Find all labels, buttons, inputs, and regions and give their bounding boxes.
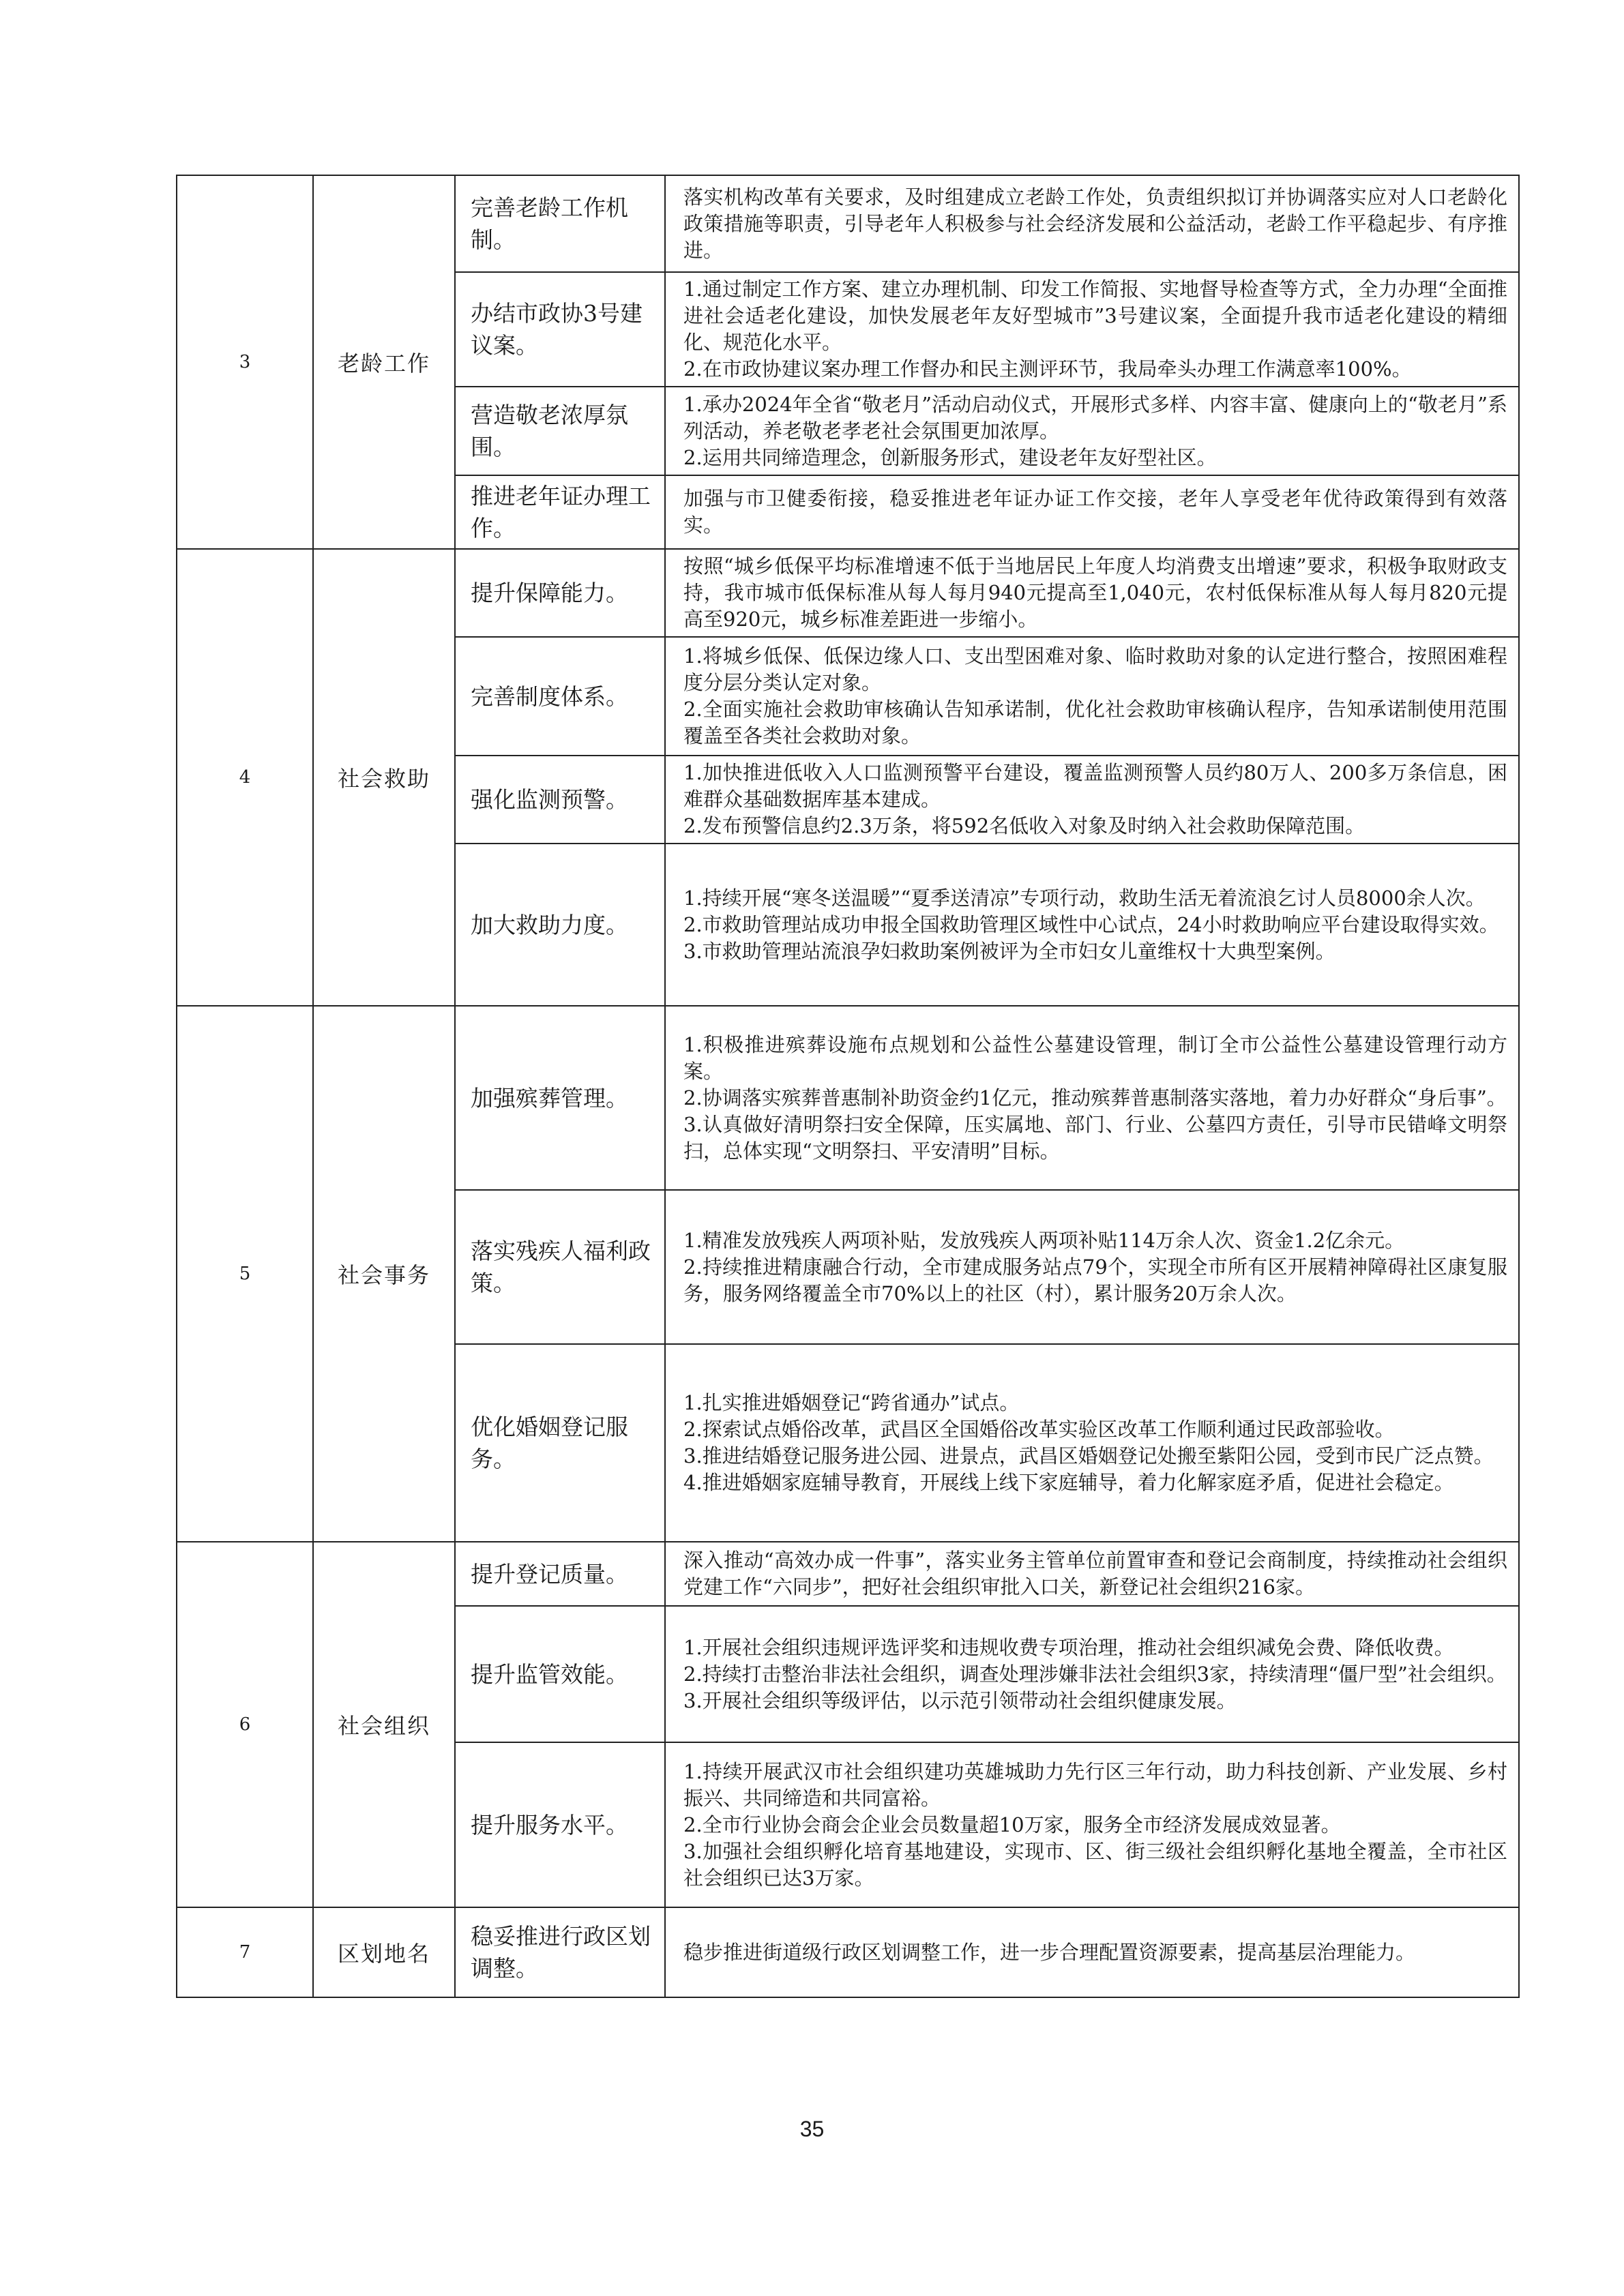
description-cell [665, 844, 1519, 1006]
description-line: 1.持续开展“寒冬送温暖”“夏季送清凉”专项行动，救助生活无着流浪乞讨人员8000余人次。 [683, 886, 1486, 910]
description-line: 加强与市卫健委衔接，稳妥推进老年证办证工作交接，老年人享受老年优待政策得到有效落实。 [683, 487, 1507, 537]
description-cell [665, 1542, 1519, 1606]
description-line: 3.开展社会组织等级评估，以示范引领带动社会组织健康发展。 [683, 1688, 1237, 1712]
description-line: 2.市救助管理站成功申报全国救助管理区域性中心试点，24小时救助响应平台建设取得实效。 [683, 912, 1499, 936]
task-cell: 提升保障能力。 [455, 549, 665, 637]
task-cell: 推进老年证办理工作。 [455, 475, 665, 549]
task-cell: 完善制度体系。 [455, 637, 665, 756]
description-line: 深入推动“高效办成一件事”，落实业务主管单位前置审查和登记会商制度，持续推动社会组织党建工作“六同步”，把好社会组织审批入口关，新登记社会组织216家。 [683, 1549, 1507, 1598]
table-row [177, 549, 1519, 637]
description-line: 稳步推进街道级行政区划调整工作，进一步合理配置资源要素，提高基层治理能力。 [683, 1940, 1416, 1964]
table-row [177, 175, 1519, 272]
table-row [177, 1542, 1519, 1606]
description-cell [665, 637, 1519, 756]
task-cell: 营造敬老浓厚氛围。 [455, 387, 665, 475]
work-summary-table [176, 175, 1520, 1998]
description-line: 2.发布预警信息约2.3万条，将592名低收入对象及时纳入社会救助保障范围。 [683, 814, 1365, 837]
description-cell [665, 756, 1519, 844]
category-cell: 社会事务 [313, 1006, 455, 1542]
description-cell [665, 1344, 1519, 1542]
task-cell: 完善老龄工作机制。 [455, 175, 665, 272]
description-line: 2.探索试点婚俗改革，武昌区全国婚俗改革实验区改革工作顺利通过民政部验收。 [683, 1418, 1395, 1441]
description-cell [665, 175, 1519, 272]
description-line: 2.运用共同缔造理念，创新服务形式，建设老年友好型社区。 [683, 445, 1217, 469]
table-body [177, 175, 1519, 1997]
description-cell [665, 1742, 1519, 1907]
category-cell: 老龄工作 [313, 175, 455, 549]
page-number: 35 [799, 2117, 825, 2141]
description-line: 1.承办2024年全省“敬老月”活动启动仪式，开展形式多样、内容丰富、健康向上的“敬老月”系列活动，养老敬老孝老社会氛围更加浓厚。 [683, 392, 1507, 443]
row-number: 3 [177, 175, 313, 549]
description-line: 3.加强社会组织孵化培育基地建设，实现市、区、街三级社会组织孵化基地全覆盖，全市社区社会组织已达3万家。 [683, 1839, 1507, 1890]
description-line: 4.推进婚姻家庭辅导教育，开展线上线下家庭辅导，着力化解家庭矛盾，促进社会稳定。 [683, 1471, 1454, 1494]
task-cell: 加强殡葬管理。 [455, 1006, 665, 1190]
description-cell [665, 1006, 1519, 1190]
description-cell [665, 387, 1519, 475]
description-cell [665, 1606, 1519, 1742]
category-cell: 社会组织 [313, 1542, 455, 1907]
description-line: 1.开展社会组织违规评选评奖和违规收费专项治理，推动社会组织减免会费、降低收费。 [683, 1635, 1454, 1659]
description-cell [665, 475, 1519, 549]
task-cell: 强化监测预警。 [455, 756, 665, 844]
task-cell: 稳妥推进行政区划调整。 [455, 1907, 665, 1997]
description-line: 1.通过制定工作方案、建立办理机制、印发工作简报、实地督导检查等方式，全力办理“全面推进社会适老化建设，加快发展老年友好型城市”3号建议案，全面提升我市适老化建设的精细化、规范化水平。 [683, 278, 1507, 354]
description-line: 2.全市行业协会商会企业会员数量超10万家，服务全市经济发展成效显著。 [683, 1813, 1341, 1836]
description-line: 2.在市政协建议案办理工作督办和民主测评环节，我局牵头办理工作满意率100%。 [683, 357, 1412, 381]
description-line: 2.持续推进精康融合行动，全市建成服务站点79个，实现全市所有区开展精神障碍社区康复服务，服务网络覆盖全市70%以上的社区（村），累计服务20万余人次。 [683, 1255, 1507, 1305]
description-line: 1.将城乡低保、低保边缘人口、支出型困难对象、临时救助对象的认定进行整合，按照困难程度分层分类认定对象。 [683, 644, 1507, 694]
description-line: 3.认真做好清明祭扫安全保障，压实属地、部门、行业、公墓四方责任，引导市民错峰文明祭扫，总体实现“文明祭扫、平安清明”目标。 [683, 1112, 1507, 1163]
table-row [177, 1006, 1519, 1190]
description-line: 2.协调落实殡葬普惠制补助资金约1亿元，推动殡葬普惠制落实落地，着力办好群众“身后事”。 [683, 1086, 1507, 1109]
description-line: 1.精准发放残疾人两项补贴，发放残疾人两项补贴114万余人次、资金1.2亿余元。 [683, 1228, 1405, 1252]
description-cell [665, 549, 1519, 637]
description-line: 3.市救助管理站流浪孕妇救助案例被评为全市妇女儿童维权十大典型案例。 [683, 939, 1335, 963]
row-number: 4 [177, 549, 313, 1006]
row-number: 6 [177, 1542, 313, 1907]
task-cell: 办结市政协3号建议案。 [455, 272, 665, 387]
task-cell: 提升服务水平。 [455, 1742, 665, 1907]
task-cell: 落实残疾人福利政策。 [455, 1190, 665, 1344]
description-line: 1.加快推进低收入人口监测预警平台建设，覆盖监测预警人员约80万人、200多万条信息，困难群众基础数据库基本建成。 [683, 761, 1507, 811]
task-cell: 优化婚姻登记服务。 [455, 1344, 665, 1542]
description-cell [665, 1907, 1519, 1997]
description-line: 2.全面实施社会救助审核确认告知承诺制，优化社会救助审核确认程序，告知承诺制使用范围覆盖至各类社会救助对象。 [683, 698, 1507, 747]
description-line: 2.持续打击整治非法社会组织，调查处理涉嫌非法社会组织3家，持续清理“僵尸型”社会组织。 [683, 1662, 1507, 1686]
table-row [177, 1907, 1519, 1997]
description-line: 按照“城乡低保平均标准增速不低于当地居民上年度人均消费支出增速”要求，积极争取财政支持，我市城市低保标准从每人每月940元提高至1,040元，农村低保标准从每人每月820元提高至920元，城乡标准差距进一步缩小。 [683, 554, 1507, 631]
task-cell: 加大救助力度。 [455, 844, 665, 1006]
description-line: 落实机构改革有关要求，及时组建成立老龄工作处，负责组织拟订并协调落实应对人口老龄化政策措施等职责，引导老年人积极参与社会经济发展和公益活动，老龄工作平稳起步、有序推进。 [683, 185, 1507, 262]
description-cell [665, 1190, 1519, 1344]
description-line: 1.持续开展武汉市社会组织建功英雄城助力先行区三年行动，助力科技创新、产业发展、乡村振兴、共同缔造和共同富裕。 [683, 1759, 1507, 1810]
task-cell: 提升登记质量。 [455, 1542, 665, 1606]
category-cell: 社会救助 [313, 549, 455, 1006]
description-line: 3.推进结婚登记服务进公园、进景点，武昌区婚姻登记处搬至紫阳公园，受到市民广泛点赞。 [683, 1444, 1494, 1467]
description-line: 1.积极推进殡葬设施布点规划和公益性公墓建设管理，制订全市公益性公墓建设管理行动方案。 [683, 1032, 1507, 1083]
row-number: 7 [177, 1907, 313, 1997]
category-cell: 区划地名 [313, 1907, 455, 1997]
description-cell [665, 272, 1519, 387]
task-cell: 提升监管效能。 [455, 1606, 665, 1742]
row-number: 5 [177, 1006, 313, 1542]
description-line: 1.扎实推进婚姻登记“跨省通办”试点。 [683, 1391, 1020, 1414]
